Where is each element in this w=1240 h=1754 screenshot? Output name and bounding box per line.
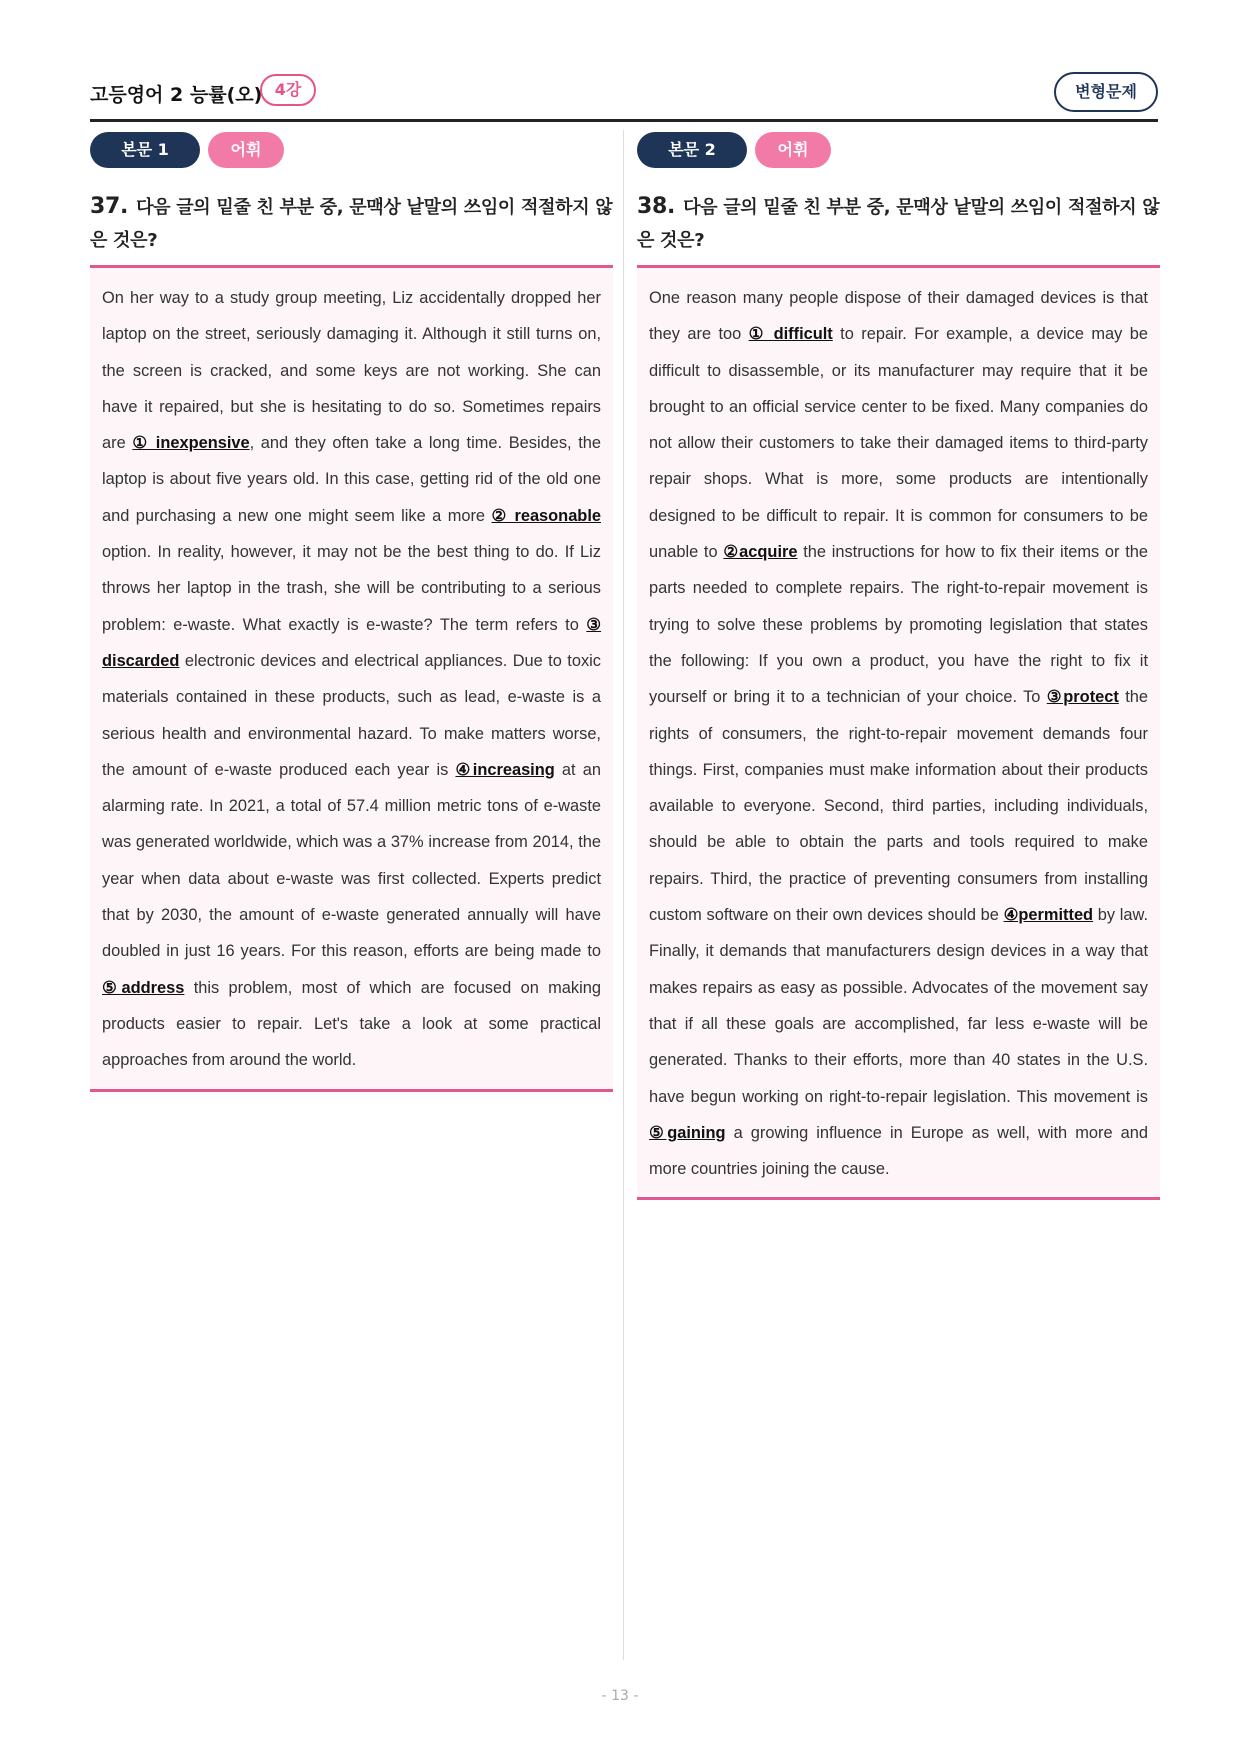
underlined-word-3: ③ discarded <box>102 615 601 670</box>
passage-divider <box>90 1089 613 1092</box>
column-divider <box>623 130 624 1660</box>
underlined-word-2: ② reasonable <box>491 506 601 525</box>
underlined-word-3: ③protect <box>1046 688 1119 707</box>
right-column <box>637 132 1160 1200</box>
category-tag: 어휘 <box>755 132 831 168</box>
question-text: 다음 글의 밑줄 친 부분 중, 문맥상 낱말의 쓰임이 적절하지 않은 것은? <box>90 197 613 251</box>
underlined-word-4: ④increasing <box>455 760 555 779</box>
passage-tag: 본문 2 <box>637 132 747 168</box>
underlined-word-2: ②acquire <box>723 543 798 562</box>
underlined-word-5: ⑤address <box>102 978 185 997</box>
underlined-word-5: ⑤gaining <box>649 1123 726 1142</box>
underlined-word-1: ① inexpensive <box>132 434 250 453</box>
passage-text: option. In reality, however, it may not be the best thing to do. If Liz throws her laptop in the trash, she will be contributing to a serious problem: e-waste. What exactly is e-waste? The term refers to <box>102 543 601 634</box>
left-column <box>90 132 613 1092</box>
page-header <box>90 70 1158 120</box>
question-38 <box>637 190 1160 257</box>
passage-text: a growing influence in Europe as well, with more and more countries joining the cause. <box>649 1123 1148 1179</box>
left-tags <box>90 132 613 168</box>
passage-1 <box>90 268 613 1089</box>
underlined-word-4: ④permitted <box>1003 906 1094 925</box>
question-type-badge: 변형문제 <box>1054 72 1158 112</box>
question-37 <box>90 190 613 257</box>
passage-text: One reason many people dispose of their damaged devices is that they are too <box>649 289 1148 344</box>
passage-tag: 본문 1 <box>90 132 200 168</box>
question-number: 37. <box>90 194 129 219</box>
passage-text: this problem, most of which are focused on making products easier to repair. Let's take a look at some practical approaches from around the world. <box>102 978 601 1070</box>
passage-text: electronic devices and electrical appliances. Due to toxic materials contained in these products, such as lead, e-waste is a serious health and environmental hazard. To make matters worse, the amount of e-waste produced each year is <box>102 651 601 779</box>
course-title: 고등영어 2 능률(오) <box>90 84 263 106</box>
passage-text: at an alarming rate. In 2021, a total of 57.4 million metric tons of e-waste was generated worldwide, which was a 37% increase from 2014, the year when data about e-waste was first collected. Experts predict that by 2030, the amount of e-waste generated annually will have doubled in just 16 years. For this reason, efforts are being made to <box>102 760 601 961</box>
question-number: 38. <box>637 194 676 219</box>
passage-text: the rights of consumers, the right-to-repair movement demands four things. First, companies must make information about their products available to everyone. Second, third parties, including individuals, should be able to obtain the parts and tools required to make repairs. Third, the practice of preventing consumers from installing custom software on their own devices should be <box>649 688 1148 925</box>
passage-divider <box>637 1197 1160 1200</box>
underlined-word-1: ① difficult <box>748 325 833 344</box>
right-tags <box>637 132 1160 168</box>
passage-2 <box>637 268 1160 1197</box>
passage-text: to repair. For example, a device may be difficult to disassemble, or its manufacturer may require that it be brought to an official service center to be fixed. Many companies do not allow their customers to take their damaged items to third-party repair shops. What is more, some products are intentionally designed to be difficult to repair. It is common for consumers to be unable to <box>649 325 1148 562</box>
passage-text: On her way to a study group meeting, Liz accidentally dropped her laptop on the street, seriously damaging it. Although it still turns on, the screen is cracked, and some keys are not working. She can have it repaired, but she is hesitating to do so. Sometimes repairs are <box>102 289 601 453</box>
passage-text: , and they often take a long time. Besides, the laptop is about five years old. In this case, getting rid of the old one and purchasing a new one might seem like a more <box>102 434 601 525</box>
question-text: 다음 글의 밑줄 친 부분 중, 문맥상 낱말의 쓰임이 적절하지 않은 것은? <box>637 197 1160 251</box>
lesson-badge: 4강 <box>260 74 316 106</box>
page-number: - 13 - <box>601 1688 639 1704</box>
passage-text: the instructions for how to fix their items or the parts needed to complete repairs. The right-to-repair movement is trying to solve these problems by promoting legislation that states the following: If you own a product, you have the right to fix it yourself or bring it to a technician of your choice. To <box>649 543 1149 707</box>
header-divider <box>90 119 1158 122</box>
passage-text: by law. Finally, it demands that manufacturers design devices in a way that makes repairs as easy as possible. Advocates of the movement say that if all these goals are accomplished, far less e-waste will be generated. Thanks to their efforts, more than 40 states in the U.S. have begun working on right-to-repair legislation. This movement is <box>649 906 1149 1106</box>
category-tag: 어휘 <box>208 132 284 168</box>
